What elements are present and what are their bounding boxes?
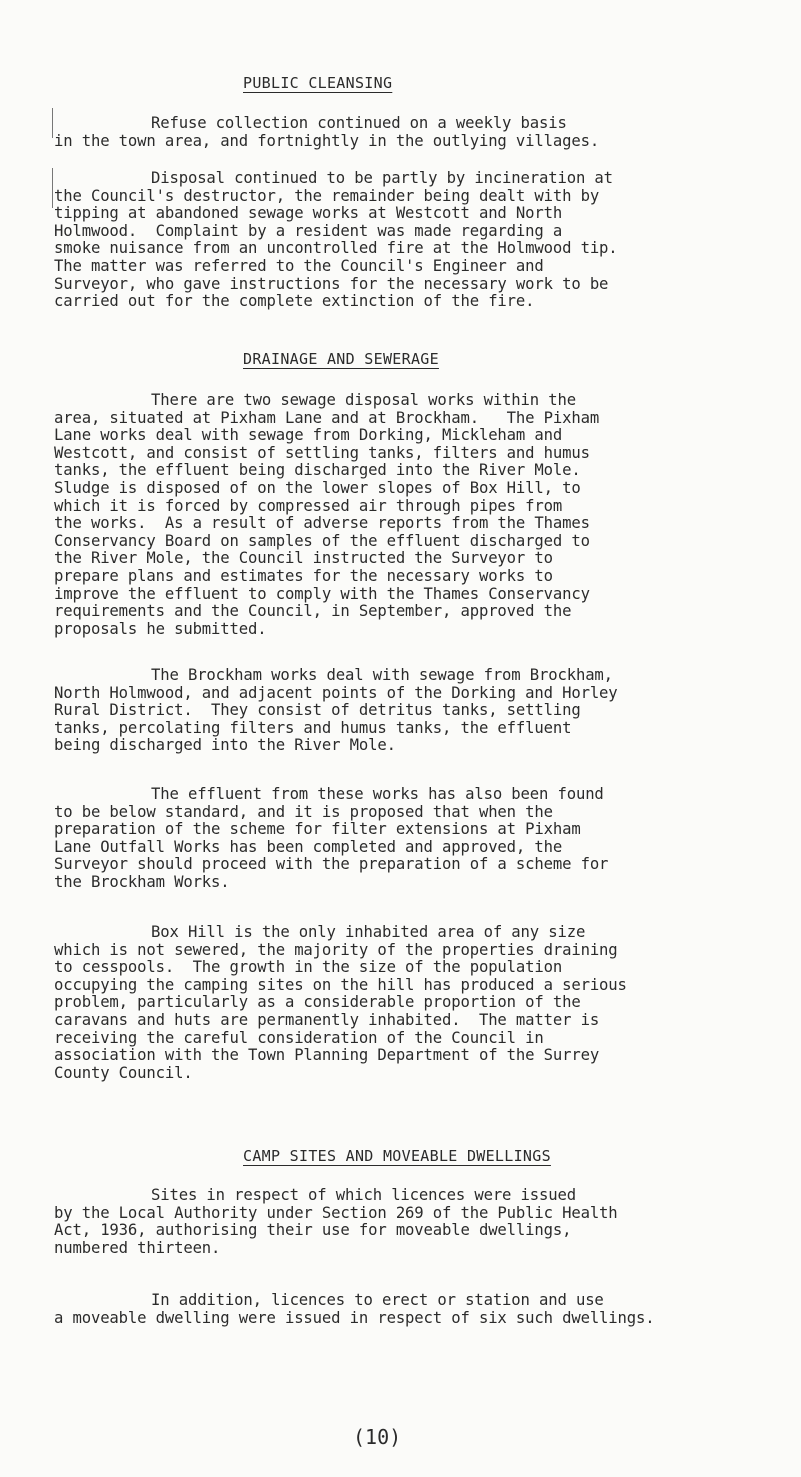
- text-line: tanks, the effluent being discharged into the River Mole.: [54, 461, 581, 480]
- section-heading-camp-sites: CAMP SITES AND MOVEABLE DWELLINGS: [243, 1147, 551, 1165]
- text-line: to be below standard, and it is proposed that when the: [54, 802, 553, 821]
- text-line: Sites in respect of which licences were issued: [151, 1186, 576, 1204]
- text-line: Refuse collection continued on a weekly basis: [151, 114, 567, 132]
- text-line: The effluent from these works has also been found: [151, 785, 604, 803]
- text-line: carried out for the complete extinction of the fire.: [54, 292, 535, 311]
- text-line: Box Hill is the only inhabited area of any size: [151, 923, 586, 941]
- text-line: area, situated at Pixham Lane and at Brockham. The Pixham: [54, 408, 600, 427]
- text-line: the Council's destructor, the remainder being dealt with by: [54, 186, 600, 205]
- text-line: numbered thirteen.: [54, 1238, 221, 1257]
- paragraph: [54, 392, 794, 638]
- text-line: smoke nuisance from an uncontrolled fire at the Holmwood tip.: [54, 239, 618, 258]
- text-line: the works. As a result of adverse reports from the Thames: [54, 514, 590, 533]
- scan-edge-mark: [52, 108, 53, 138]
- text-line: Surveyor, who gave instructions for the necessary work to be: [54, 274, 609, 293]
- text-line: requirements and the Council, in September, approved the: [54, 602, 572, 621]
- text-line: Westcott, and consist of settling tanks, filters and humus: [54, 443, 590, 462]
- paragraph: [54, 1292, 794, 1327]
- text-line: receiving the careful consideration of the Council in: [54, 1028, 544, 1047]
- text-line: Rural District. They consist of detritus tanks, settling: [54, 701, 581, 720]
- text-line: Lane Outfall Works has been completed and approved, the: [54, 837, 563, 856]
- text-line: County Council.: [54, 1063, 193, 1082]
- section-heading-drainage-and-sewerage: DRAINAGE AND SEWERAGE: [243, 350, 439, 368]
- text-line: being discharged into the River Mole.: [54, 736, 396, 755]
- paragraph: [54, 786, 794, 892]
- text-line: a moveable dwelling were issued in respect of six such dwellings.: [54, 1308, 655, 1327]
- text-line: Disposal continued to be partly by incineration at: [151, 169, 613, 187]
- text-line: problem, particularly as a considerable proportion of the: [54, 993, 581, 1012]
- text-line: There are two sewage disposal works within the: [151, 391, 576, 409]
- text-line: North Holmwood, and adjacent points of the Dorking and Horley: [54, 683, 618, 702]
- text-line: In addition, licences to erect or station and use: [151, 1291, 604, 1309]
- paragraph: [54, 1187, 794, 1257]
- text-line: Lane works deal with sewage from Dorking, Mickleham and: [54, 426, 563, 445]
- text-line: preparation of the scheme for filter extensions at Pixham: [54, 820, 581, 839]
- text-line: in the town area, and fortnightly in the outlying villages.: [54, 131, 600, 150]
- text-line: Surveyor should proceed with the preparation of a scheme for: [54, 855, 609, 874]
- text-line: Sludge is disposed of on the lower slopes of Box Hill, to: [54, 478, 581, 497]
- text-line: proposals he submitted.: [54, 619, 267, 638]
- text-line: caravans and huts are permanently inhabited. The matter is: [54, 1010, 600, 1029]
- text-line: The matter was referred to the Council's Engineer and: [54, 256, 544, 275]
- page-number: (10): [353, 1425, 402, 1449]
- text-line: tipping at abandoned sewage works at Westcott and North: [54, 204, 563, 223]
- paragraph: [54, 924, 794, 1082]
- text-line: prepare plans and estimates for the necessary works to: [54, 566, 553, 585]
- paragraph: [54, 667, 794, 755]
- text-line: Act, 1936, authorising their use for moveable dwellings,: [54, 1221, 572, 1240]
- paragraph: [54, 115, 794, 150]
- text-line: association with the Town Planning Department of the Surrey: [54, 1046, 600, 1065]
- text-line: which it is forced by compressed air through pipes from: [54, 496, 563, 515]
- text-line: the River Mole, the Council instructed the Surveyor to: [54, 549, 553, 568]
- section-heading-public-cleansing: PUBLIC CLEANSING: [243, 74, 393, 92]
- text-line: by the Local Authority under Section 269 of the Public Health: [54, 1203, 618, 1222]
- text-line: which is not sewered, the majority of the properties draining: [54, 940, 618, 959]
- text-line: to cesspools. The growth in the size of the population: [54, 958, 563, 977]
- text-line: The Brockham works deal with sewage from Brockham,: [151, 666, 613, 684]
- text-line: Conservancy Board on samples of the effluent discharged to: [54, 531, 590, 550]
- text-line: Holmwood. Complaint by a resident was made regarding a: [54, 221, 563, 240]
- paragraph: [54, 170, 794, 311]
- text-line: occupying the camping sites on the hill has produced a serious: [54, 975, 627, 994]
- text-line: tanks, percolating filters and humus tanks, the effluent: [54, 718, 572, 737]
- scan-edge-mark: [52, 168, 53, 208]
- text-line: the Brockham Works.: [54, 872, 230, 891]
- text-line: improve the effluent to comply with the Thames Conservancy: [54, 584, 590, 603]
